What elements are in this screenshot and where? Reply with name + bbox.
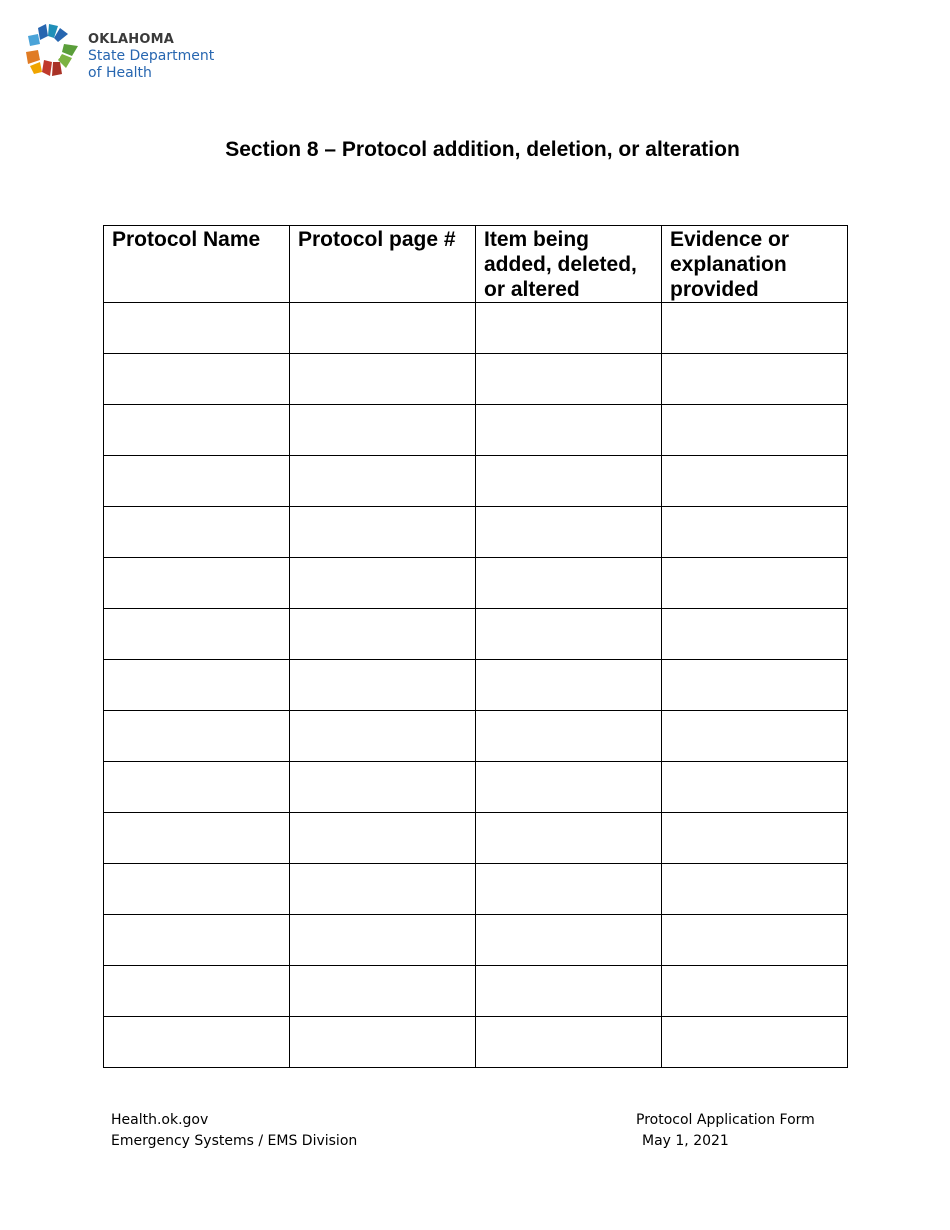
table-cell[interactable]	[104, 813, 290, 864]
table-cell[interactable]	[476, 507, 662, 558]
table-cell[interactable]	[104, 711, 290, 762]
table-cell[interactable]	[662, 966, 848, 1017]
table-cell[interactable]	[476, 813, 662, 864]
table-cell[interactable]	[290, 915, 476, 966]
table-row	[104, 966, 848, 1017]
footer-left	[111, 1110, 357, 1152]
table-cell[interactable]	[290, 762, 476, 813]
table-cell[interactable]	[662, 609, 848, 660]
table-cell[interactable]	[104, 354, 290, 405]
footer-division: Emergency Systems / EMS Division	[111, 1133, 358, 1149]
table-cell[interactable]	[476, 354, 662, 405]
table-row	[104, 456, 848, 507]
footer-date: May 1, 2021	[642, 1133, 729, 1149]
protocol-changes-table	[103, 225, 848, 1068]
logo-line-3: of Health	[88, 65, 152, 81]
table-cell[interactable]	[662, 1017, 848, 1068]
table-cell[interactable]	[662, 711, 848, 762]
table-cell[interactable]	[476, 609, 662, 660]
table-cell[interactable]	[662, 660, 848, 711]
table-cell[interactable]	[290, 354, 476, 405]
table-cell[interactable]	[662, 915, 848, 966]
table-cell[interactable]	[290, 711, 476, 762]
table-cell[interactable]	[476, 966, 662, 1017]
table-cell[interactable]	[662, 303, 848, 354]
table-cell[interactable]	[290, 507, 476, 558]
logo-line-1: OKLAHOMA	[88, 32, 174, 47]
table-header-row	[104, 226, 848, 303]
table-row	[104, 405, 848, 456]
table-cell[interactable]	[104, 1017, 290, 1068]
table-cell[interactable]	[290, 405, 476, 456]
table-row	[104, 762, 848, 813]
footer-right	[636, 1110, 815, 1152]
table-cell[interactable]	[476, 303, 662, 354]
table-row	[104, 609, 848, 660]
table-cell[interactable]	[104, 303, 290, 354]
logo-wordmark	[88, 31, 214, 82]
table-cell[interactable]	[290, 609, 476, 660]
table-row	[104, 303, 848, 354]
table-cell[interactable]	[662, 813, 848, 864]
table-cell[interactable]	[290, 558, 476, 609]
table-cell[interactable]	[104, 609, 290, 660]
table-row	[104, 558, 848, 609]
logo-line-2: State Department	[88, 48, 215, 64]
table-cell[interactable]	[476, 456, 662, 507]
table-cell[interactable]	[476, 1017, 662, 1068]
table-cell[interactable]	[104, 762, 290, 813]
table-row	[104, 813, 848, 864]
table-cell[interactable]	[476, 558, 662, 609]
footer-website: Health.ok.gov	[111, 1112, 209, 1128]
table-cell[interactable]	[290, 966, 476, 1017]
table-row	[104, 864, 848, 915]
table-cell[interactable]	[104, 456, 290, 507]
column-header-evidence: Evidence or explanation provided	[662, 226, 848, 303]
table-cell[interactable]	[104, 405, 290, 456]
table-cell[interactable]	[476, 711, 662, 762]
page-title: Section 8 – Protocol addition, deletion, or alteration	[225, 138, 740, 161]
table-row	[104, 660, 848, 711]
table-cell[interactable]	[290, 1017, 476, 1068]
table-cell[interactable]	[662, 762, 848, 813]
table-cell[interactable]	[476, 660, 662, 711]
footer-form-name: Protocol Application Form	[636, 1112, 815, 1128]
table-row	[104, 711, 848, 762]
table-cell[interactable]	[662, 558, 848, 609]
table-cell[interactable]	[662, 456, 848, 507]
table-cell[interactable]	[104, 558, 290, 609]
table-cell[interactable]	[104, 966, 290, 1017]
table-cell[interactable]	[104, 507, 290, 558]
table-cell[interactable]	[662, 507, 848, 558]
table-cell[interactable]	[662, 864, 848, 915]
table-row	[104, 1017, 848, 1068]
ok-health-logo	[22, 22, 232, 82]
table-cell[interactable]	[104, 660, 290, 711]
table-cell[interactable]	[476, 405, 662, 456]
table-cell[interactable]	[476, 915, 662, 966]
column-header-item-changed: Item being added, deleted, or altered	[476, 226, 662, 303]
table-cell[interactable]	[476, 762, 662, 813]
table-cell[interactable]	[290, 864, 476, 915]
column-header-protocol-page: Protocol page #	[290, 226, 476, 303]
table-cell[interactable]	[662, 405, 848, 456]
logo-star-icon	[22, 22, 82, 80]
table-row	[104, 507, 848, 558]
table-cell[interactable]	[290, 303, 476, 354]
table-row	[104, 354, 848, 405]
table-cell[interactable]	[290, 456, 476, 507]
table-cell[interactable]	[290, 813, 476, 864]
table-row	[104, 915, 848, 966]
table-cell[interactable]	[662, 354, 848, 405]
column-header-protocol-name: Protocol Name	[104, 226, 290, 303]
table-cell[interactable]	[290, 660, 476, 711]
table-body	[104, 303, 848, 1068]
table-cell[interactable]	[104, 915, 290, 966]
table-cell[interactable]	[476, 864, 662, 915]
table-cell[interactable]	[104, 864, 290, 915]
